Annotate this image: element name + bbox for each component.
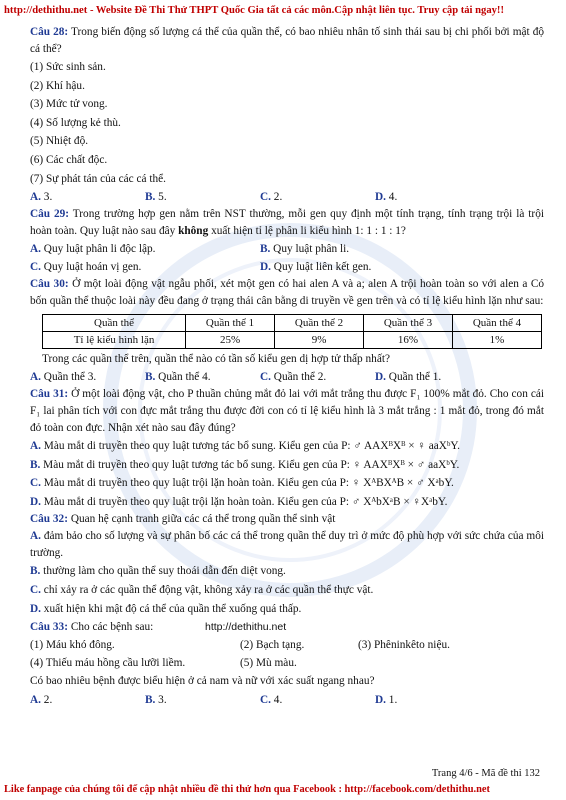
answer-options bbox=[30, 368, 544, 386]
list-item: (7) Sự phát tán của các cá thể. bbox=[30, 172, 166, 185]
question-32 bbox=[30, 511, 544, 528]
answer-options bbox=[30, 240, 544, 258]
option-a[interactable]: A. Quy luật phân li độc lập. bbox=[30, 242, 156, 255]
list-item: (3) Mức tử vong. bbox=[30, 98, 108, 111]
list-item: (2) Bạch tạng. bbox=[240, 639, 305, 652]
option-a[interactable]: A. Màu mắt di truyền theo quy luật tương tác bổ sung. Kiểu gen của P: ♂ AAXᴮXᴮ × ♀ aaXᵇY. bbox=[30, 440, 460, 453]
option-c[interactable]: C. 2. bbox=[260, 190, 283, 203]
table-header-row: Quần thể Quần thể 1 Quần thể 2 Quần thể 3 Quần thể 4 bbox=[43, 315, 542, 332]
question-number: Câu 31: bbox=[30, 388, 69, 401]
question-28 bbox=[30, 24, 544, 58]
question-33 bbox=[30, 619, 544, 636]
question-text: Cho các bệnh sau: bbox=[70, 621, 154, 634]
option-c[interactable]: C. Quần thể 2. bbox=[260, 370, 327, 383]
table-row: Tỉ lệ kiểu hình lặn 25% 9% 16% 1% bbox=[43, 332, 542, 349]
question-number: Câu 33: bbox=[30, 621, 68, 634]
option-c[interactable]: C. 4. bbox=[260, 693, 283, 706]
option-d[interactable]: D. Quy luật liên kết gen. bbox=[260, 260, 372, 273]
option-b[interactable]: B. 3. bbox=[145, 693, 167, 706]
disease-list bbox=[30, 636, 544, 654]
list-item: (4) Thiếu máu hồng cầu lưỡi liềm. bbox=[30, 657, 186, 670]
answer-options bbox=[30, 188, 544, 206]
question-number: Câu 30: bbox=[30, 278, 69, 291]
option-b[interactable]: B. thường làm cho quần thể suy thoái dẫn đến diệt vong. bbox=[30, 565, 286, 578]
list-item: (4) Số lượng kẻ thù. bbox=[30, 116, 121, 129]
option-d[interactable]: D. 4. bbox=[375, 190, 398, 203]
population-table bbox=[42, 314, 542, 349]
list-item: (6) Các chất độc. bbox=[30, 153, 108, 166]
option-d[interactable]: D. Màu mắt di truyền theo quy luật trội lặn hoàn toàn. Kiểu gen của P: ♂ XᴬbXᵃB × ♀XᵃbY. bbox=[30, 495, 448, 508]
page-header-banner: http://dethithu.net - Website Đề Thi Thử THPT Quốc Gia tất cả các môn.Cập nhật liên tục. Truy cập tải ngay!! bbox=[4, 5, 504, 16]
option-a[interactable]: A. 2. bbox=[30, 693, 53, 706]
page-footer-banner: Like fanpage của chúng tôi để cập nhật nhiều đề thi thử hơn qua Facebook : http://facebook.com/dethithu.net bbox=[4, 784, 490, 795]
question-followup: Có bao nhiêu bệnh được biểu hiện ở cả nam và nữ với xác suất ngang nhau? bbox=[30, 675, 375, 688]
question-number: Câu 28: bbox=[30, 26, 69, 38]
list-item: (2) Khí hậu. bbox=[30, 79, 85, 92]
page-number: Trang 4/6 - Mã đề thi 132 bbox=[431, 768, 540, 779]
option-d[interactable]: D. xuất hiện khi mật độ cá thể của quần thể xuống quá thấp. bbox=[30, 603, 302, 616]
question-31 bbox=[30, 386, 544, 437]
option-b[interactable]: B. Màu mắt di truyền theo quy luật tương tác bổ sung. Kiểu gen của P: ♀ AAXᴮXᴮ × ♂ aaXᵇY. bbox=[30, 458, 460, 471]
option-c[interactable]: C. Màu mắt di truyền theo quy luật trội lặn hoàn toàn. Kiểu gen của P: ♀ XᴬBXᴬB × ♂ XᵃbY. bbox=[30, 477, 454, 490]
question-text: Quan hệ cạnh tranh giữa các cá thể trong quần thể sinh vật bbox=[70, 513, 336, 526]
answer-options bbox=[30, 258, 544, 276]
question-29: Câu 29: Trong trường hợp gen nằm trên NST thường, mỗi gen quy định một tính trạng, tính trạng trội là trội hoàn toàn. Quy luật nào sau đây không xuất hiện tỉ lệ phân li kiểu hình 1: 1 : 1 : 1? bbox=[30, 208, 544, 238]
option-c[interactable]: C. Quy luật hoán vị gen. bbox=[30, 260, 142, 273]
question-number: Câu 32: bbox=[30, 513, 68, 526]
option-d[interactable]: D. 1. bbox=[375, 693, 398, 706]
question-number: Câu 29: bbox=[30, 208, 70, 221]
question-followup: Trong các quần thể trên, quần thể nào có tần số kiểu gen dị hợp tử thấp nhất? bbox=[42, 353, 390, 366]
list-item: (5) Nhiệt độ. bbox=[30, 135, 89, 148]
option-a[interactable]: A. 3. bbox=[30, 190, 53, 203]
question-text: Ở một loài động vật ngẫu phối, xét một gen có hai alen A và a; alen A trội hoàn toàn so với alen a Có bốn quần thể thuộc loài này đều đang ở trạng thái cân bằng di truyền về gen trên và có tỉ lệ kiểu hình lặn như sau: bbox=[30, 278, 544, 308]
option-b[interactable]: B. Quy luật phân li. bbox=[260, 242, 350, 255]
watermark-url: http://dethithu.net bbox=[205, 621, 287, 634]
list-item: (1) Máu khó đông. bbox=[30, 639, 115, 652]
option-a[interactable]: A. Quần thể 3. bbox=[30, 370, 97, 383]
question-text: Trong biến động số lượng cá thể của quần thể, có bao nhiêu nhân tố sinh thái sau bị chi phối bởi mật độ cá thể? bbox=[30, 26, 544, 55]
answer-options bbox=[30, 691, 544, 709]
question-28-items bbox=[30, 58, 544, 188]
emphasis-not: không bbox=[178, 225, 209, 238]
question-text: Ở một loài động vật, cho P thuần chủng mắt đỏ lai với mắt trắng thu được F₁ 100% mắt đỏ. Cho con cái F₁ lai phân tích với con đực mắt trắng thu được đời con có tỉ lệ kiểu hình là 3 mắt trắng : 1 mắt đỏ, trong đó mắt đỏ toàn con đực. Nhận xét nào sau đây đúng? bbox=[30, 388, 545, 435]
list-item: (5) Mù màu. bbox=[240, 657, 297, 670]
disease-list bbox=[30, 654, 544, 672]
option-b[interactable]: B. Quần thể 4. bbox=[145, 370, 211, 383]
exam-content bbox=[30, 24, 544, 709]
option-c[interactable]: C. chỉ xảy ra ở các quần thể động vật, không xảy ra ở các quần thể thực vật. bbox=[30, 584, 374, 597]
list-item: (3) Phêninkêto niệu. bbox=[358, 639, 450, 652]
option-a[interactable]: A. đảm bảo cho số lượng và sự phân bố các cá thể trong quần thể duy trì ở mức độ phù hợp với sức chứa của môi trường. bbox=[30, 530, 544, 560]
option-d[interactable]: D. Quần thể 1. bbox=[375, 370, 442, 383]
option-b[interactable]: B. 5. bbox=[145, 190, 167, 203]
question-30 bbox=[30, 276, 544, 310]
list-item: (1) Sức sinh sản. bbox=[30, 61, 106, 73]
